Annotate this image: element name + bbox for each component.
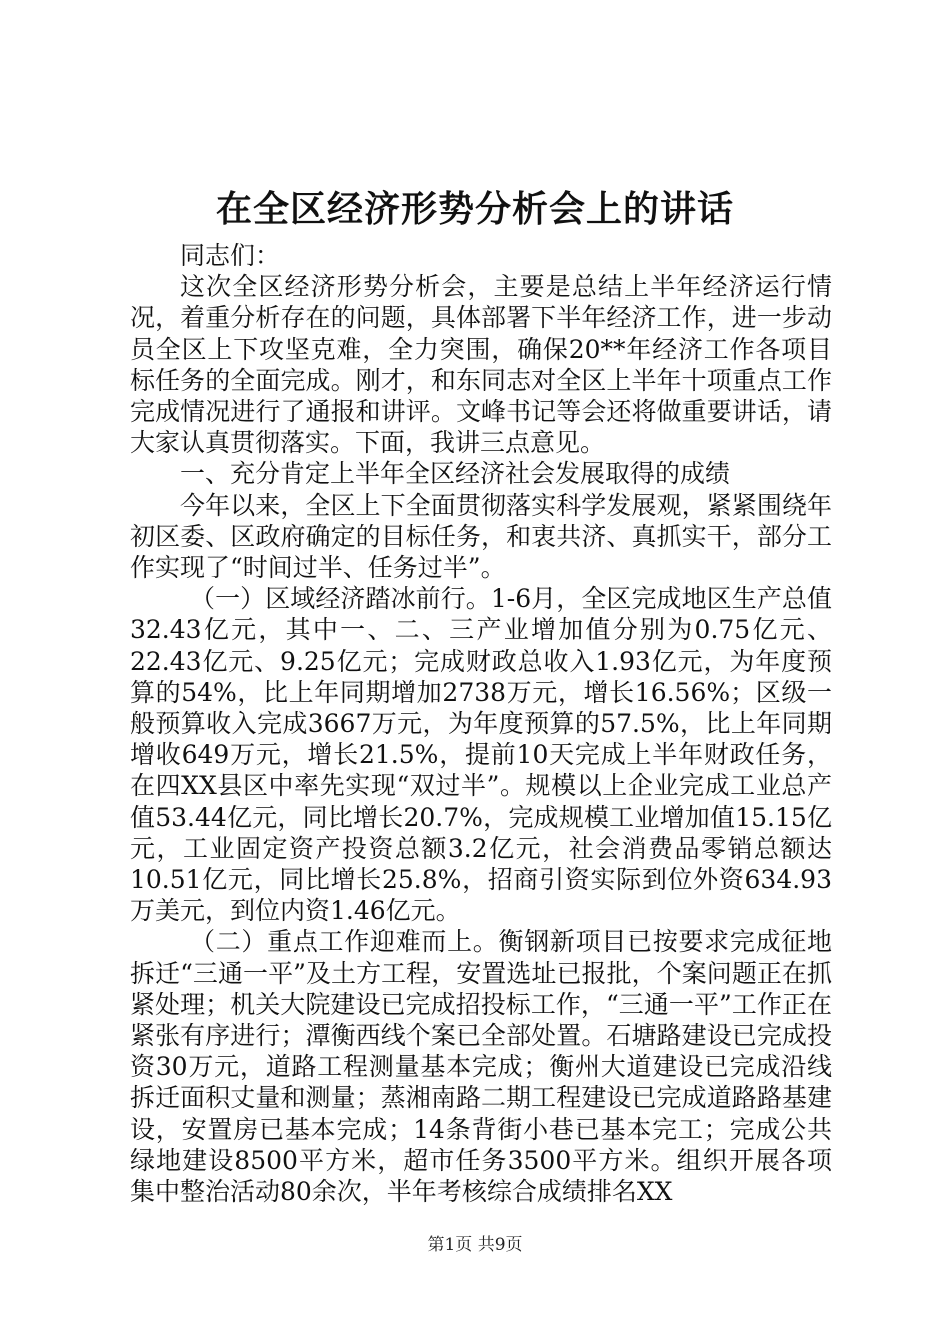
section-heading-1: 一、充分肯定上半年全区经济社会发展取得的成绩 bbox=[180, 459, 731, 489]
paragraph-regional-economy: （一）区域经济踏冰前行。1-6月，全区完成地区生产总值32.43亿元，其中一、二、三产业增加值分别为0.75亿元、22.43亿元、9.25亿元；完成财政总收入1.93亿元，为年度预算的54%，比上年同期增加2738万元，增长16.56%；区级一般预算收入完成3667万元，为年度预算的57.5%，比上年同期增收649万元，增长21.5%，提前10天完成上半年财政任务，在四XX县区中率先实现“双过半”。规模以上企业完成工业总产值53.44亿元，同比增长20.7%，完成规模工业增加值15.15亿元，工业固定资产投资总额3.2亿元，社会消费品零销总额达10.51亿元，同比增长25.8%，招商引资实际到位外资634.93万美元，到位内资1.46亿元。 bbox=[130, 584, 832, 926]
page-footer: 第1页 共9页 bbox=[427, 1235, 523, 1255]
salutation: 同志们： bbox=[180, 241, 281, 270]
document-title: 在全区经济形势分析会上的讲话 bbox=[215, 188, 734, 230]
paragraph-intro: 这次全区经济形势分析会，主要是总结上半年经济运行情况，着重分析存在的问题，具体部署下半年经济工作，进一步动员全区上下攻坚克难，全力突围，确保20**年经济工作各项目标任务的全面完成。刚才，和东同志对全区上半年十项重点工作完成情况进行了通报和讲评。文峰书记等会还将做重要讲话，请大家认真贯彻落实。下面，我讲三点意见。 bbox=[130, 272, 832, 458]
paragraph-key-work: （二）重点工作迎难而上。衡钢新项目已按要求完成征地拆迁“三通一平”及土方工程，安置选址已报批，个案问题正在抓紧处理；机关大院建设已完成招投标工作，“三通一平”工作正在紧张有序进行；潭衡西线个案已全部处置。石塘路建设已完成投资30万元，道路工程测量基本完成；衡州大道建设已完成沿线拆迁面积丈量和测量；蒸湘南路二期工程建设已完成道路路基建设，安置房已基本完成；14条背街小巷已基本完工；完成公共绿地建设8500平方米，超市任务3500平方米。组织开展各项集中整治活动80余次，半年考核综合成绩排名XX bbox=[130, 927, 832, 1207]
paragraph-overview: 今年以来，全区上下全面贯彻落实科学发展观，紧紧围绕年初区委、区政府确定的目标任务，和衷共济、真抓实干，部分工作实现了“时间过半、任务过半”。 bbox=[130, 490, 832, 583]
document-body bbox=[130, 240, 832, 1207]
